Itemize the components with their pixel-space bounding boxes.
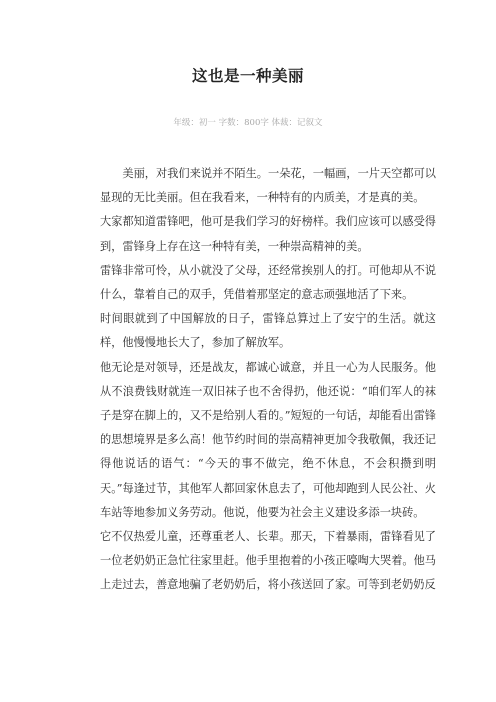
document-meta: 年级：初一 字数：800字 体裁：记叙文 <box>173 118 323 128</box>
paragraph: 雷锋非常可怜，从小就没了父母，还经常挨别人的打。可他却从不说什么，靠着自己的双手，凭借着那坚定的意志顽强地活了下来。 <box>100 263 436 302</box>
document-title: 这也是一种美丽 <box>191 67 304 85</box>
paragraph: 时间眼就到了中国解放的日子，雷锋总算过上了安宁的生活。就这样，他慢慢地长大了，参加了解放军。 <box>100 312 436 350</box>
paragraph: 大家都知道雷锋吧，他可是我们学习的好榜样。我们应该可以感受得到，雷锋身上存在这一种特有美，一种崇高精神的美。 <box>100 215 436 253</box>
document-body <box>100 162 436 598</box>
paragraph: 美丽，对我们来说并不陌生。一朵花，一幅画，一片天空都可以显现的无比美丽。但在我看来，一种特有的内质美，才是真的美。 <box>100 167 436 205</box>
paragraph: 它不仅热爱儿童，还尊重老人、长辈。那天，下着暴雨，雷锋看见了一位老奶奶正急忙往家里赶。他手里抱着的小孩正嚎啕大哭着。他马上走过去，善意地骗了老奶奶后，将小孩送回了家。可等到老奶奶反 <box>100 530 436 592</box>
paragraph: 他无论是对领导，还是战友，都诚心诚意，并且一心为人民服务。他从不浪费钱财就连一双旧袜子也不舍得扔，他还说：“咱们军人的袜子是穿在脚上的，又不是给别人看的。”短短的一句话，却能看出雷锋的思想境界是多么高！他节约时间的崇高精神更加令我敬佩，我还记得他说话的语气：“今天的事不做完，绝不休息，不会积攒到明天。”每逢过节，其他军人都回家休息去了，可他却跑到人民公社、火车站等地参加义务劳动。他说，他要为社会主义建设多添一块砖。 <box>100 360 436 519</box>
